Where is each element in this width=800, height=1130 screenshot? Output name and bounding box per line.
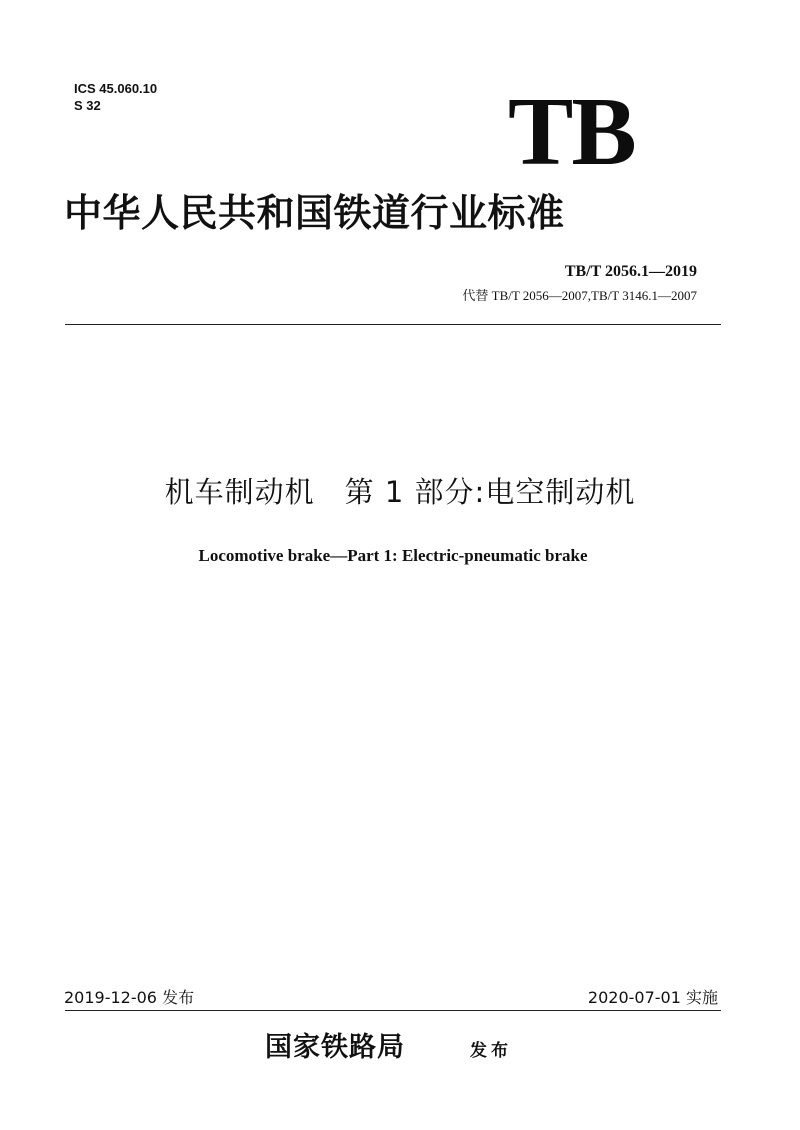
classification-code: S 32 xyxy=(74,98,101,113)
issue-date: 2019-12-06 发布 xyxy=(64,988,195,1007)
org-title: 中华人民共和国铁道行业标准 xyxy=(64,191,565,235)
replaces-note: 代替 TB/T 2056—2007,TB/T 3146.1—2007 xyxy=(462,288,697,303)
bottom-divider xyxy=(65,1010,721,1011)
implementation-date: 2020-07-01 实施 xyxy=(587,988,718,1007)
publisher-name: 国家铁路局 xyxy=(265,1032,405,1063)
standard-number: TB/T 2056.1—2019 xyxy=(564,263,697,280)
publish-label: 发布 xyxy=(470,1041,512,1061)
chinese-title: 机车制动机 第 1 部分:电空制动机 xyxy=(164,475,636,509)
tb-logo: TB xyxy=(508,78,635,186)
top-divider xyxy=(65,324,721,325)
ics-code: ICS 45.060.10 xyxy=(74,81,158,96)
english-title: Locomotive brake—Part 1: Electric-pneumatic brake xyxy=(198,546,588,565)
